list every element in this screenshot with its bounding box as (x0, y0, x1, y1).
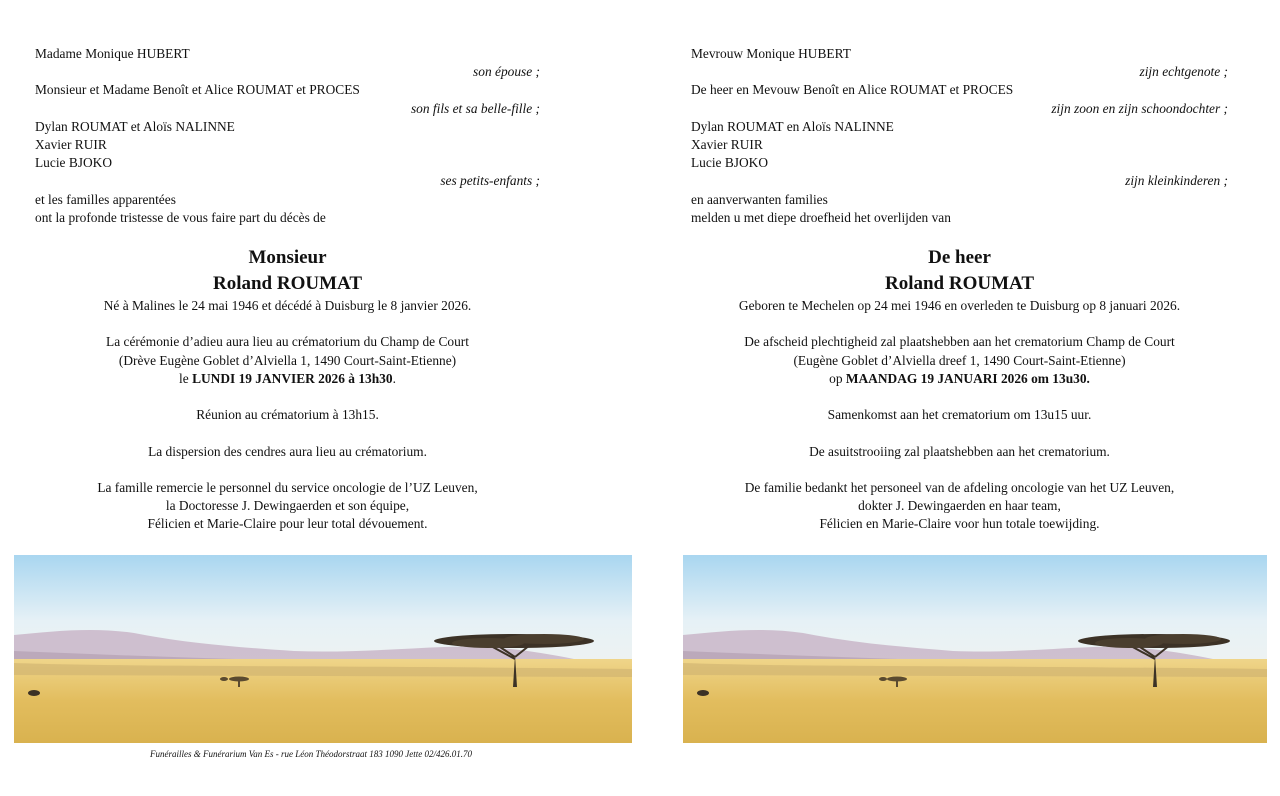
deceased-name: Roland ROUMAT (884, 273, 1035, 294)
funeral-home-footer: Funérailles & Funérarium Van Es - rue Léon Théodorstraat 183 1090 Jette 02/426.01.70 (150, 749, 472, 759)
birth-death-dates: Né à Malines le 24 mai 1946 et décédé à Duisburg le 8 janvier 2026. (103, 298, 472, 313)
family-relation: son épouse ; (473, 64, 540, 80)
dispersion-text: De asuitstrooiing zal plaatshebben aan het crematorium. (809, 443, 1110, 459)
reunion-text: Réunion au crématorium à 13h15. (196, 407, 379, 423)
announcement-nl (691, 245, 1228, 534)
reunion-text: Samenkomst aan het crematorium om 13u15 uur. (827, 407, 1092, 423)
ceremony-date-prefix: le (179, 370, 193, 386)
ceremony-date (691, 370, 1228, 388)
ceremony-date-strong: MAANDAG 19 JANUARI 2026 om 13u30. (845, 370, 1090, 386)
thanks-line-3: Félicien et Marie-Claire pour leur total dévouement. (147, 516, 428, 532)
announcement-fr (35, 245, 540, 534)
ceremony-address: (Drève Eugène Goblet d’Alviella 1, 1490 Court-Saint-Etienne) (118, 352, 457, 368)
ceremony-address: (Eugène Goblet d’Alviella dreef 1, 1490 Court-Saint-Etienne) (793, 352, 1126, 368)
ceremony-date-suffix: . (392, 370, 396, 386)
dispersion-text: La dispersion des cendres aura lieu au crématorium. (148, 443, 427, 459)
family-relation: zijn zoon en zijn schoondochter ; (1051, 100, 1228, 116)
thanks-line-2: la Doctoresse J. Dewingaerden et son équipe, (165, 498, 410, 514)
family-member: Lucie BJOKO (35, 155, 112, 171)
family-member: Mevrouw Monique HUBERT (691, 46, 851, 61)
thanks-line-3: Félicien en Marie-Claire voor hun totale toewijding. (819, 516, 1100, 532)
family-member: Lucie BJOKO (691, 155, 768, 171)
thanks-line-1: La famille remercie le personnel du service oncologie de l’UZ Leuven, (97, 479, 478, 495)
birth-death-dates: Geboren te Mechelen op 24 mei 1946 en overleden te Duisburg op 8 januari 2026. (738, 298, 1181, 313)
family-member: melden u met diepe droefheid het overlijden van (691, 209, 951, 225)
deceased-title: Monsieur (248, 247, 327, 268)
ceremony-location: La cérémonie d’adieu aura lieu au crématorium du Champ de Court (106, 334, 469, 350)
deceased-title: De heer (928, 247, 991, 268)
deceased-name: Roland ROUMAT (212, 273, 363, 294)
ceremony-date-prefix: op (829, 370, 846, 386)
thanks-line-2: dokter J. Dewingaerden en haar team, (858, 498, 1061, 514)
ceremony-date-strong: LUNDI 19 JANVIER 2026 à 13h30 (192, 370, 393, 386)
family-member: et les familles apparentées (35, 191, 176, 207)
family-member: Madame Monique HUBERT (35, 46, 190, 61)
family-relation: son fils et sa belle-fille ; (410, 100, 540, 116)
ceremony-date (35, 370, 540, 388)
family-member: De heer en Mevouw Benoît en Alice ROUMAT et PROCES (691, 82, 1014, 98)
family-member: ont la profonde tristesse de vous faire part du décès de (35, 209, 326, 225)
family-member: Dylan ROUMAT en Aloïs NALINNE (691, 118, 894, 134)
family-relation: zijn kleinkinderen ; (1125, 173, 1228, 189)
thanks-line-1: De familie bedankt het personeel van de afdeling oncologie van het UZ Leuven, (744, 479, 1175, 495)
savanna-image (683, 555, 1267, 743)
family-list-nl (691, 45, 1228, 227)
family-relation: ses petits-enfants ; (440, 173, 540, 189)
family-list-fr (35, 45, 540, 227)
family-member: Monsieur et Madame Benoît et Alice ROUMAT et PROCES (35, 82, 360, 98)
family-member: Xavier RUIR (35, 137, 107, 153)
family-member: en aanverwanten families (691, 191, 828, 207)
ceremony-location: De afscheid plechtigheid zal plaatshebben aan het crematorium Champ de Court (744, 334, 1175, 350)
savanna-image (14, 555, 632, 743)
family-relation: zijn echtgenote ; (1139, 64, 1228, 80)
family-member: Dylan ROUMAT et Aloïs NALINNE (35, 118, 235, 134)
family-member: Xavier RUIR (691, 137, 763, 153)
